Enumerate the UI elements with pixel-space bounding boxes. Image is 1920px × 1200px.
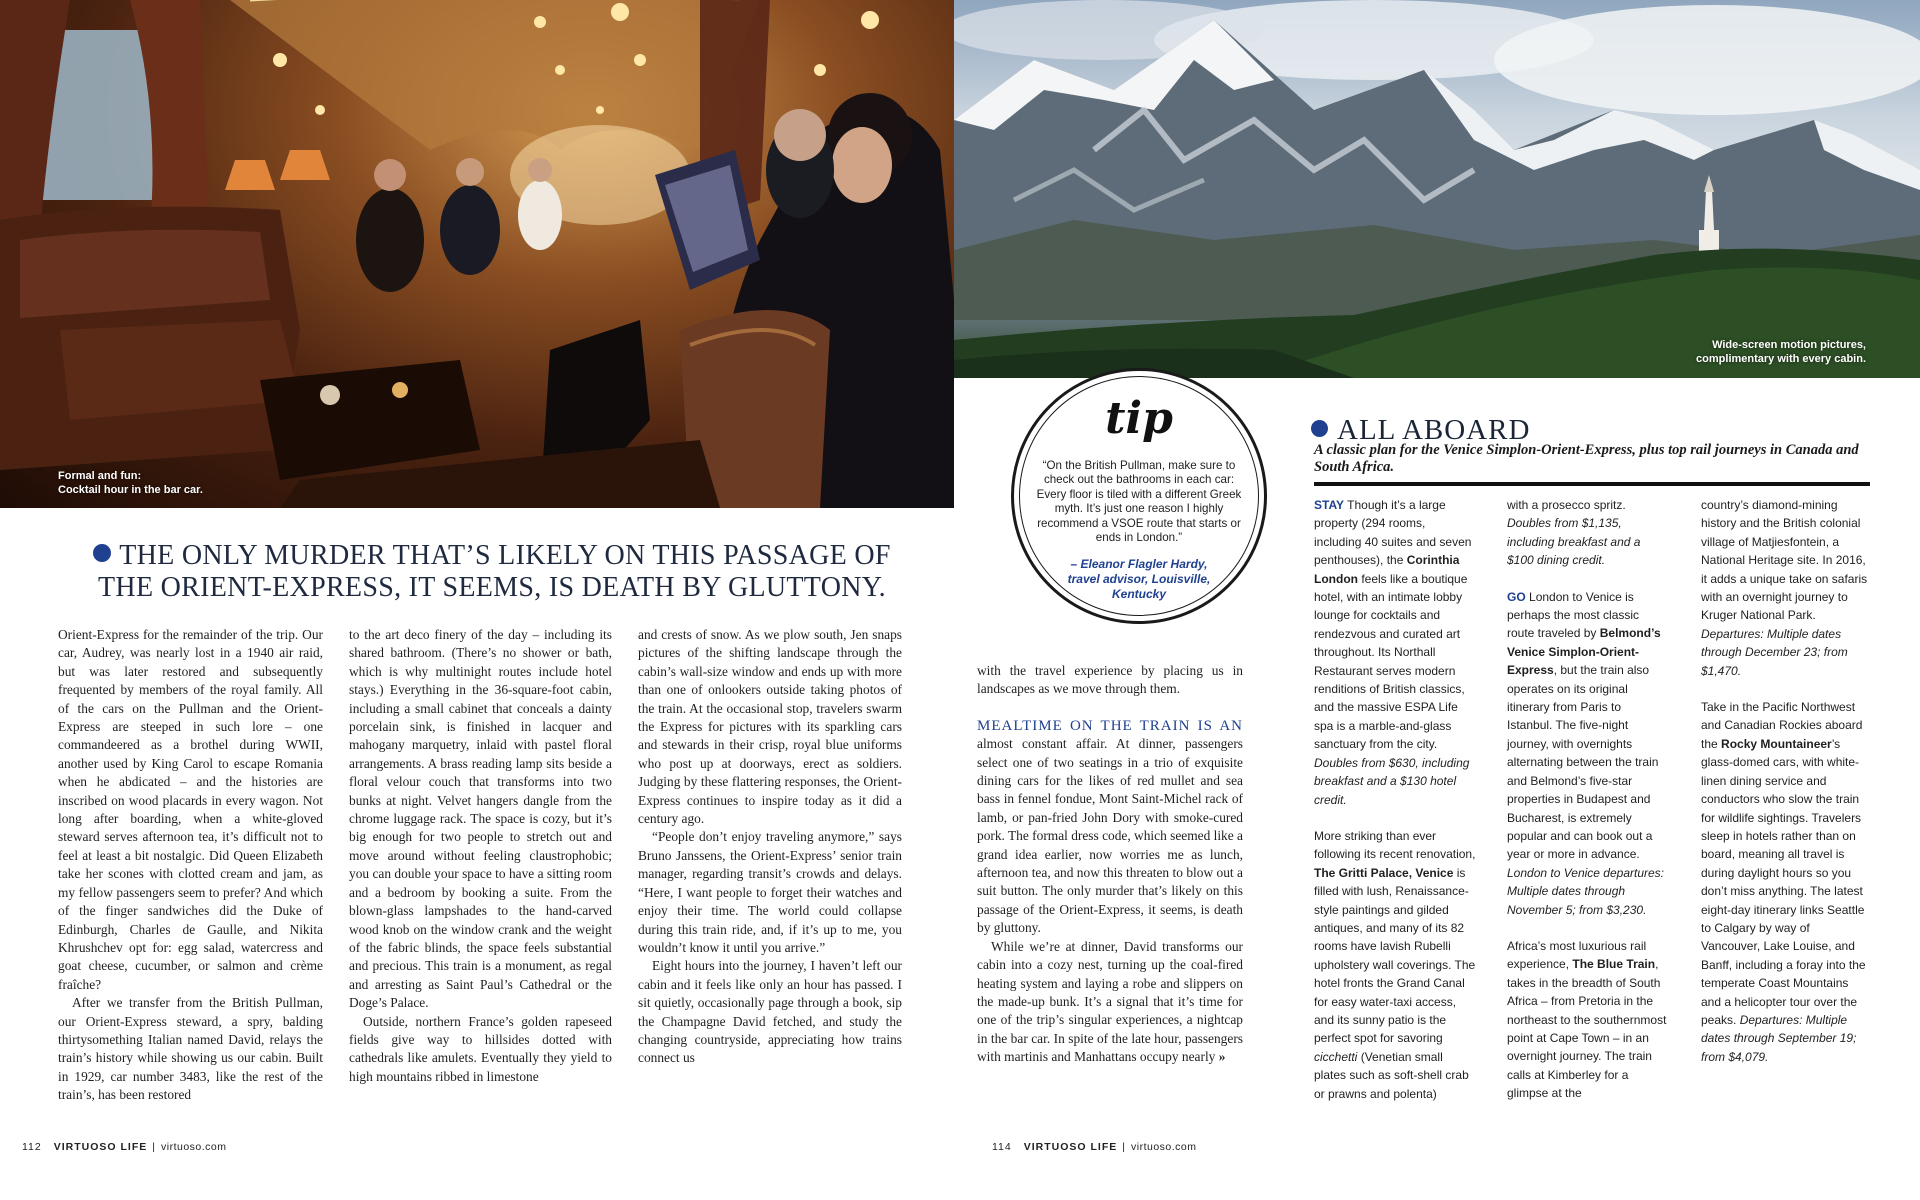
tip-callout xyxy=(1011,368,1267,624)
body-column-2 xyxy=(349,626,612,1086)
magazine-url: virtuoso.com xyxy=(1131,1141,1197,1153)
text: More striking than ever following its recent renovation, xyxy=(1314,828,1476,862)
pull-quote xyxy=(82,540,902,604)
stay-label: STAY xyxy=(1314,498,1345,512)
paragraph: to the art deco finery of the day – including its shared bathroom. (There’s no shower or bath, which is why multinight routes include hotel stays.) Everything in the 36-square-foot cabin, including a small cabinet that conceals a dainty porcelain sink, is finished in lacquer and mahogany marquetry, inlaid with pastel floral arrangements. A brass reading lamp sits beside a floral velour couch that transforms into two bunks at night. Velvet hangers dangle from the chrome luggage rack. The space is cozy, but it’s big enough for two people to stretch out and move around without feeling claustrophobic; you can double your space to have a sitting room and a bedroom by booking a suite. From the blown-glass lampshades to the hand-carved wood knob on the window crank and the weight of the fabric blinds, the space feels substantial and precious. This train is a monument, as regal and arresting as Saint Paul’s Cathedral or the Doge’s Palace. xyxy=(349,627,612,1011)
paragraph-text: While we’re at dinner, David transforms our cabin into a cozy nest, turning up the coal-fired heating system and laying a robe and slippers on the made-up bunk. It’s a signal that it’s time for one of the trip’s singular experiences, a nightcap in the bar car. In spite of the late hour, passengers with martinis and Manhattans occupy nearly xyxy=(977,938,1243,1065)
paragraph: and crests of snow. As we plow south, Jen snaps pictures of the shifting landscape through the cabin’s wall-size window and ends up with more than one of onlookers outside taking photos of the train. At the occasional stop, travelers swarm the Express for pictures with its sparkling cars and stewards in their crisp, royal blue uniforms who post up at doorways, erect as soldiers. Judging by these flattering responses, the Orient-Express continues to inspire today as it did a century ago. xyxy=(638,627,902,827)
train-name: Rocky Mountaineer xyxy=(1721,736,1832,751)
sidebar-heading-text: ALL ABOARD xyxy=(1337,414,1531,446)
sidebar-column-2 xyxy=(1507,496,1669,1121)
text: , takes in the breadth of South Africa – from Pretoria in the northeast to the southernmost point at Cape Town – in an overnight journey. The train calls at Kimberley for a glimpse at the xyxy=(1507,957,1667,1101)
hotel-name: The Gritti Palace, Venice xyxy=(1314,865,1454,880)
attribution-line: – Eleanor Flagler Hardy, xyxy=(1070,557,1208,571)
continued-arrow-icon: » xyxy=(1218,1049,1226,1065)
text: London to Venice is perhaps the most classic route traveled by xyxy=(1507,589,1640,641)
paragraph-text: almost constant affair. At dinner, passengers select one of two seatings in a trio of exquisite dining cars for the likes of red mullet and sea bass in fennel fondue, Mont Saint-Michel rack of lamb, or pan-fried John Dory with smoke-cured pork. The formal dress code, which seemed like a grand idea earlier, now worries me as lunch, afternoon tea, and now this threaten to blow out a suit button. The only murder that’s likely on this passage of the Orient-Express, it seems, is death by gluttony. xyxy=(977,736,1243,936)
text: with a prosecco spritz. xyxy=(1507,498,1626,512)
sidebar-rule xyxy=(1314,482,1870,486)
food-term: cicchetti xyxy=(1314,1049,1358,1064)
stay-paragraph xyxy=(1314,496,1476,809)
caption-line-2: complimentary with every cabin. xyxy=(1696,353,1866,365)
mountain-illustration xyxy=(954,0,1920,378)
text: feels like a boutique hotel, with an intimate lobby lounge for cocktails and rendezvous and curated art throughout. Its Northall Restaurant serves modern renditions of British classics, and the massive ESPA Life spa is a marble-and-glass sanctuary from the city. xyxy=(1314,571,1468,752)
price-info: Doubles from $630, including breakfast and a $130 hotel credit. xyxy=(1314,755,1470,807)
paragraph xyxy=(977,717,1243,938)
caption-line-1: Wide-screen motion pictures, xyxy=(1712,339,1866,351)
bar-car-illustration xyxy=(0,0,954,508)
departure-info: Departures: Multiple dates through December 23; from $1,470. xyxy=(1701,626,1848,678)
text: is filled with lush, Renaissance-style paintings and gilded antiques, and many of its 82 rooms have lavish Rubelli upholstery wall coverings. The hotel fronts the Grand Canal for easy water-taxi access, and its sunny patio is the perfect spot for savoring xyxy=(1314,865,1476,1046)
left-page xyxy=(0,0,954,1200)
go-label: GO xyxy=(1507,589,1526,604)
caption-line-2: Cocktail hour in the bar car. xyxy=(58,484,203,496)
tip-label: tip xyxy=(1105,393,1173,444)
magazine-name: VIRTUOSO LIFE xyxy=(1023,1141,1118,1153)
sidebar-column-3 xyxy=(1701,496,1869,1084)
paragraph: After we transfer from the British Pullman, our Orient-Express steward, a spry, balding thirtysomething Italian named David, relays the train’s history while showing us our cabin. Built in 1929, car number 3483, like the rest of the train’s, has been restored xyxy=(58,995,323,1103)
sidebar-column-1 xyxy=(1314,496,1476,1121)
paragraph: “People don’t enjoy traveling anymore,” says Bruno Janssens, the Orient-Express’ senior train manager, regarding transit’s crowds and delays. “Here, I want people to forget their watches and enjoy their time. The world could collapse during this train ride, and, if it’s up to me, you wouldn’t know it until you arrive.” xyxy=(638,829,902,955)
tip-quote: “On the British Pullman, make sure to check out the bathrooms in each car: Every floor is tiled with a different Greek myth. It’s just one reason I highly recommend a VSOE route that starts or ends in London.” xyxy=(1036,459,1242,545)
page-folio: 112 VIRTUOSO LIFE | virtuoso.com xyxy=(22,1141,227,1153)
bullet-dot xyxy=(93,544,111,562)
bar-photo-caption xyxy=(58,469,203,497)
bullet-dot xyxy=(1311,420,1328,437)
text: , but the train also operates on its original itinerary from Paris to Istanbul. The five-night journey, with overnights alternating between the train and Belmond’s five-star properties in Budapest and Bucharest, is extremely popular and can book out a year or more in advance. xyxy=(1507,663,1659,862)
text: Africa’s most luxurious rail experience, xyxy=(1507,938,1647,972)
africa-paragraph xyxy=(1507,937,1669,1103)
body-column-3 xyxy=(638,626,902,1068)
text: ’s glass-domed cars, with white-linen dining service and conductors who slow the train for wildlife sightings. Travelers sleep in hotels rather than on board, meaning all travel is during daylight hours so you don’t miss anything. The latest eight-day itinerary links Seattle to Calgary by way of Vancouver, Lake Louise, and Banff, including a foray into the temperate Coast Mountains and a helicopter tour over the peaks. xyxy=(1701,736,1866,1027)
train-name: The Blue Train xyxy=(1572,957,1656,972)
section-subhead: MEALTIME ON THE TRAIN IS AN xyxy=(977,717,1243,734)
paragraph: Outside, northern France’s golden rapeseed fields give way to hillsides dotted with cathedrals like amulets. Eventually they yield to high mountains ribbed in limestone xyxy=(349,1013,612,1084)
pull-quote-text: THE ONLY MURDER THAT’S LIKELY ON THIS PASSAGE OF THE ORIENT-EXPRESS, IT SEEMS, IS DEATH BY GLUTTONY. xyxy=(98,540,891,603)
hotel-name: Corinthia London xyxy=(1314,553,1460,586)
gritti-paragraph xyxy=(1314,827,1476,1103)
paragraph: Eight hours into the journey, I haven’t left our cabin and it feels like only an hour has passed. I sit quietly, occasionally page through a book, sip the Champagne David fetched, and study the changing countryside, appreciating how trains connect us xyxy=(638,958,902,1066)
rocky-paragraph xyxy=(1701,698,1869,1066)
mountain-photo xyxy=(954,0,1920,378)
tip-attribution xyxy=(1048,557,1230,602)
departure-info: Departures: Multiple dates through September 19; from $4,079. xyxy=(1701,1012,1857,1064)
text: Though it’s a large property (294 rooms, including 40 suites and seven penthouses), the xyxy=(1314,498,1472,568)
caption-line-1: Formal and fun: xyxy=(58,470,142,482)
departure-info: London to Venice departures: Multiple dates through November 5; from $3,230. xyxy=(1507,865,1665,917)
paragraph xyxy=(977,938,1243,1067)
text: country’s diamond-mining history and the British colonial village of Matjiesfontein, a National Heritage site. In 2016, it adds a unique take on safaris with an overnight journey to Kruger National Park. xyxy=(1701,498,1868,623)
magazine-url: virtuoso.com xyxy=(161,1141,227,1153)
right-page xyxy=(954,0,1920,1200)
body-column-4 xyxy=(977,662,1243,1067)
africa-continued xyxy=(1701,496,1869,680)
page-number: 112 xyxy=(22,1141,42,1153)
train-name: Belmond’s Venice Simplon-Orient-Express xyxy=(1507,626,1661,678)
magazine-name: VIRTUOSO LIFE xyxy=(53,1141,148,1153)
bar-car-photo xyxy=(0,0,954,508)
sidebar-deck: A classic plan for the Venice Simplon-Orient-Express, plus top rail journeys in Canada and South Africa. xyxy=(1314,442,1859,475)
attribution-line: travel advisor, Louisville, xyxy=(1067,572,1211,586)
body-column-1 xyxy=(58,626,323,1105)
mountain-photo-caption xyxy=(1696,338,1866,366)
text: (Venetian small plates such as soft-shell crab or prawns and polenta) xyxy=(1314,1049,1469,1101)
paragraph: with the travel experience by placing us in landscapes as we move through them. xyxy=(977,663,1243,697)
page-folio: 114 VIRTUOSO LIFE | virtuoso.com xyxy=(992,1141,1197,1153)
text: Take in the Pacific Northwest and Canadian Rockies aboard the xyxy=(1701,700,1863,751)
attribution-line: Kentucky xyxy=(1111,587,1167,601)
page-number: 114 xyxy=(992,1141,1012,1153)
go-paragraph xyxy=(1507,588,1669,919)
price-info: Doubles from $1,135, including breakfast and a $100 dining credit. xyxy=(1507,516,1641,568)
paragraph: Orient-Express for the remainder of the trip. Our car, Audrey, was nearly lost in a 1940 air raid, but was later restored and subsequently frequented by members of the royal family. All of the cars on the Pullman and the Orient-Express are steeped in such lore – one commandeered as a brothel during WWII, another used by King Carol to escape Romania when he abdicated – and the histories are inscribed on wood placards in every wagon. Not long after boarding, when a white-gloved steward serves afternoon tea, it’s difficult not to feel at least a bit nostalgic. Did Queen Elizabeth take her scones with clotted cream and jam, as my fellow passengers seem to prefer? And which of the finger sandwiches did the Duke of Edinburgh, Charles de Gaulle, and Nikita Khrushchev opt for: egg salad, watercress and goat cheese, cucumber, or salmon and crème fraîche? xyxy=(58,627,323,992)
gritti-continued xyxy=(1507,496,1669,570)
